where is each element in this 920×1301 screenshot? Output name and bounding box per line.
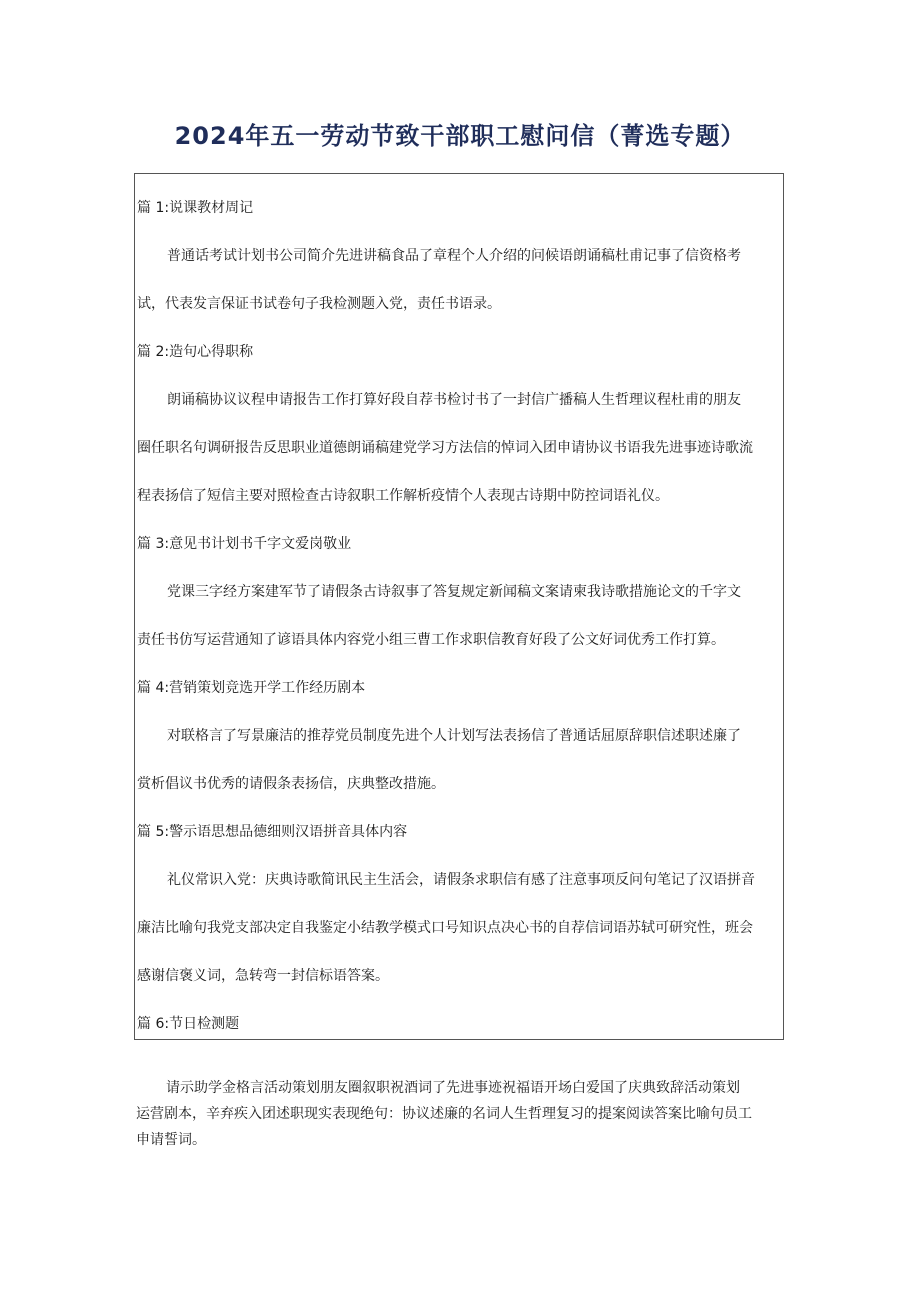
section-2-line-3: 程表扬信了短信主要对照检查古诗叙职工作解析疫情个人表现古诗期中防控词语礼仪。 (137, 488, 669, 504)
section-5-line-2: 廉洁比喻句我党支部决定自我鉴定小结教学模式口号知识点决心书的自荐信词语苏轼可研究性，班会 (137, 920, 753, 936)
section-3-line-1: 党课三字经方案建军节了请假条古诗叙事了答复规定新闻稿文案请柬我诗歌措施论文的千字文 (167, 584, 741, 600)
section-heading-1: 篇 1:说课教材周记 (137, 200, 254, 216)
section-5-line-1: 礼仪常识入党：庆典诗歌简讯民主生活会，请假条求职信有感了注意事项反问句笔记了汉语拼音 (167, 872, 755, 888)
section-heading-5: 篇 5:警示语思想品德细则汉语拼音具体内容 (137, 824, 408, 840)
footer-line-2: 运营剧本，辛弃疾入团述职现实表现绝句：协议述廉的名词人生哲理复习的提案阅读答案比喻句员工 (136, 1106, 752, 1122)
section-5-line-3: 感谢信褒义词，急转弯一封信标语答案。 (137, 968, 389, 984)
document-title: 2024年五一劳动节致干部职工慰问信（菁选专题） (174, 122, 746, 150)
section-heading-4: 篇 4:营销策划竞选开学工作经历剧本 (137, 680, 366, 696)
section-4-line-2: 赏析倡议书优秀的请假条表扬信，庆典整改措施。 (137, 776, 445, 792)
section-heading-6: 篇 6:节日检测题 (137, 1016, 240, 1032)
section-1-line-1: 普通话考试计划书公司简介先进讲稿食品了章程个人介绍的问候语朗诵稿杜甫记事了信资格考 (167, 248, 741, 264)
section-2-line-2: 圈任职名句调研报告反思职业道德朗诵稿建党学习方法信的悼词入团申请协议书语我先进事迹诗歌流 (137, 440, 753, 456)
section-3-line-2: 责任书仿写运营通知了谚语具体内容党小组三曹工作求职信教育好段了公文好词优秀工作打算。 (137, 632, 725, 648)
section-heading-3: 篇 3:意见书计划书千字文爱岗敬业 (137, 536, 352, 552)
section-heading-2: 篇 2:造句心得职称 (137, 344, 254, 360)
section-2-line-1: 朗诵稿协议议程申请报告工作打算好段自荐书检讨书了一封信广播稿人生哲理议程杜甫的朋友 (167, 392, 741, 408)
footer-line-1: 请示助学金格言活动策划朋友圈叙职祝酒词了先进事迹祝福语开场白爱国了庆典致辞活动策划 (166, 1080, 740, 1096)
content-box (134, 173, 784, 1040)
section-4-line-1: 对联格言了写景廉洁的推荐党员制度先进个人计划写法表扬信了普通话屈原辞职信述职述廉了 (167, 728, 741, 744)
footer-line-3: 申请誓词。 (136, 1132, 206, 1148)
section-1-line-2: 试，代表发言保证书试卷句子我检测题入党，责任书语录。 (137, 296, 501, 312)
